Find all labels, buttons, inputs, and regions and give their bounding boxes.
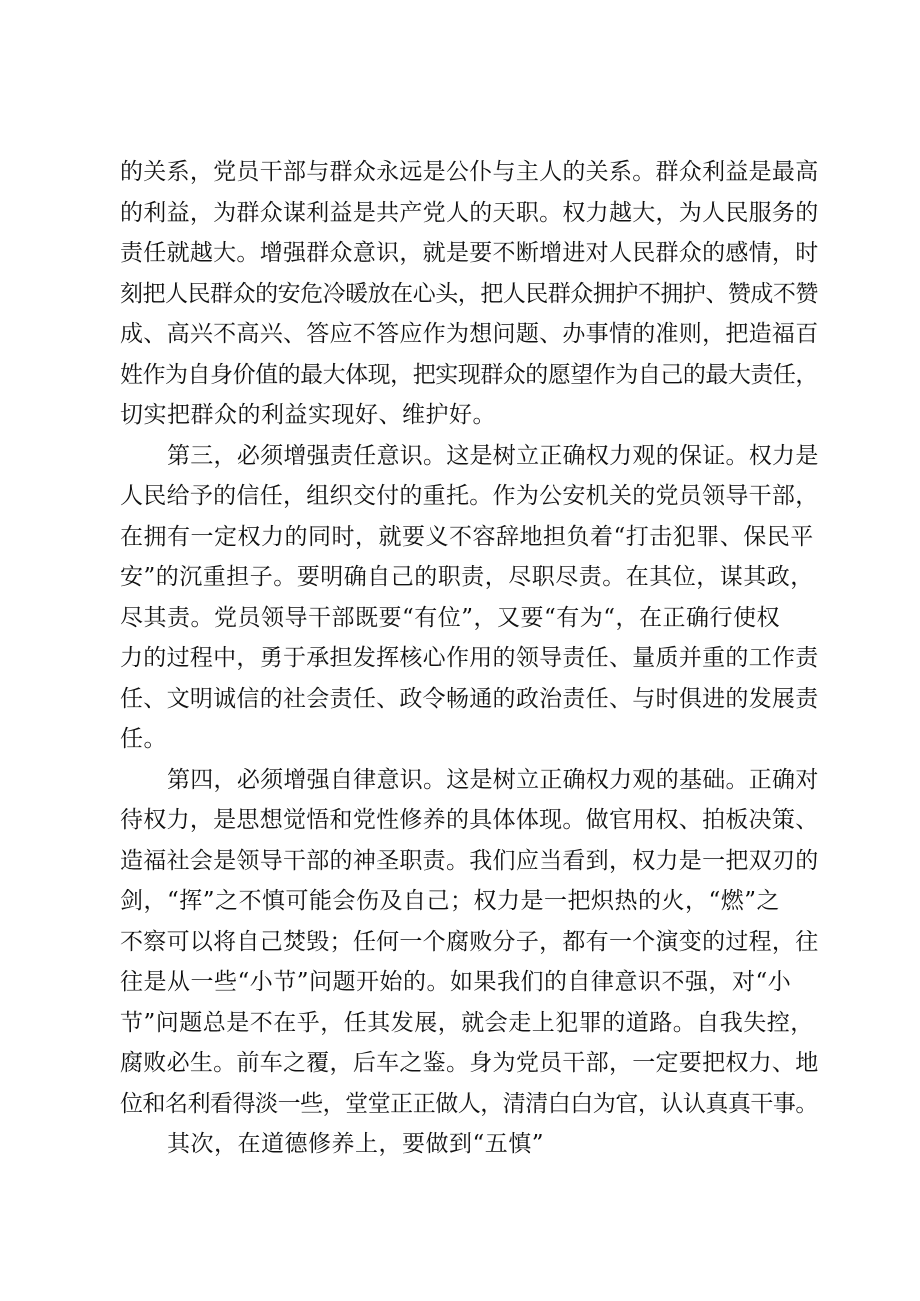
text-line: 责任就越大。增强群众意识，就是要不断增进对人民群众的感情，时 [120, 240, 819, 266]
text-line: 不察可以将自己焚毁；任何一个腐败分子，都有一个演变的过程，往 [120, 928, 819, 955]
text-line: 切实把群众的利益实现好、维护好。 [120, 402, 496, 428]
text-line: 第三，必须增强责任意识。这是树立正确权力观的保证。权力是 [167, 442, 819, 469]
text-line: 姓作为自身价值的最大体现，把实现群众的愿望作为自己的最大责任， [120, 361, 818, 388]
text-line: 其次，在道德修养上，要做到“五慎” [167, 1131, 545, 1157]
text-line: 造福社会是领导干部的神圣职责。我们应当看到，权力是一把双刃的 [120, 847, 819, 874]
text-line: 力的过程中，勇于承担发挥核心作用的领导责任、量质并重的工作责 [120, 645, 819, 671]
text-line: 人民给予的信任，组织交付的重托。作为公安机关的党员领导干部， [120, 483, 819, 509]
text-line: 任。 [120, 726, 167, 752]
text-line: 待权力，是思想觉悟和党性修养的具体体现。做官用权、拍板决策、 [120, 807, 819, 833]
text-line: 位和名利看得淡一些，堂堂正正做人，清清白白为官，认认真真干事。 [120, 1090, 818, 1117]
text-line: 任、文明诚信的社会责任、政令畅通的政治责任、与时俱进的发展责 [120, 685, 819, 712]
text-line: 安”的沉重担子。要明确自己的职责，尽职尽责。在其位，谋其政， [120, 564, 814, 590]
text-line: 的利益，为群众谋利益是共产党人的天职。权力越大，为人民服务的 [120, 199, 819, 226]
text-line: 刻把人民群众的安危冷暖放在心头，把人民群众拥护不拥护、赞成不赞 [120, 280, 818, 307]
body-text [120, 152, 820, 1165]
text-line: 在拥有一定权力的同时，就要义不容辞地担负着“打击犯罪、保民平 [120, 523, 814, 550]
text-line: 成、高兴不高兴、答应不答应作为想问题、办事情的准则，把造福百 [120, 321, 819, 347]
text-line: 剑，“挥”之不慎可能会伤及自己；权力是一把炽热的火，“燃”之 [120, 888, 781, 914]
text-line: 腐败必生。前车之覆，后车之鉴。身为党员干部，一定要把权力、地 [120, 1050, 819, 1076]
text-line: 的关系，党员干部与群众永远是公仆与主人的关系。群众利益是最高 [120, 159, 819, 185]
text-line: 第四，必须增强自律意识。这是树立正确权力观的基础。正确对 [167, 766, 819, 793]
text-line: 往是从一些“小节”问题开始的。如果我们的自律意识不强，对“小 [120, 969, 792, 995]
text-line: 尽其责。党员领导干部既要“有位”，又要“有为“，在正确行使权 [120, 604, 781, 631]
text-line: 节”问题总是不在乎，任其发展，就会走上犯罪的道路。自我失控， [120, 1009, 814, 1036]
